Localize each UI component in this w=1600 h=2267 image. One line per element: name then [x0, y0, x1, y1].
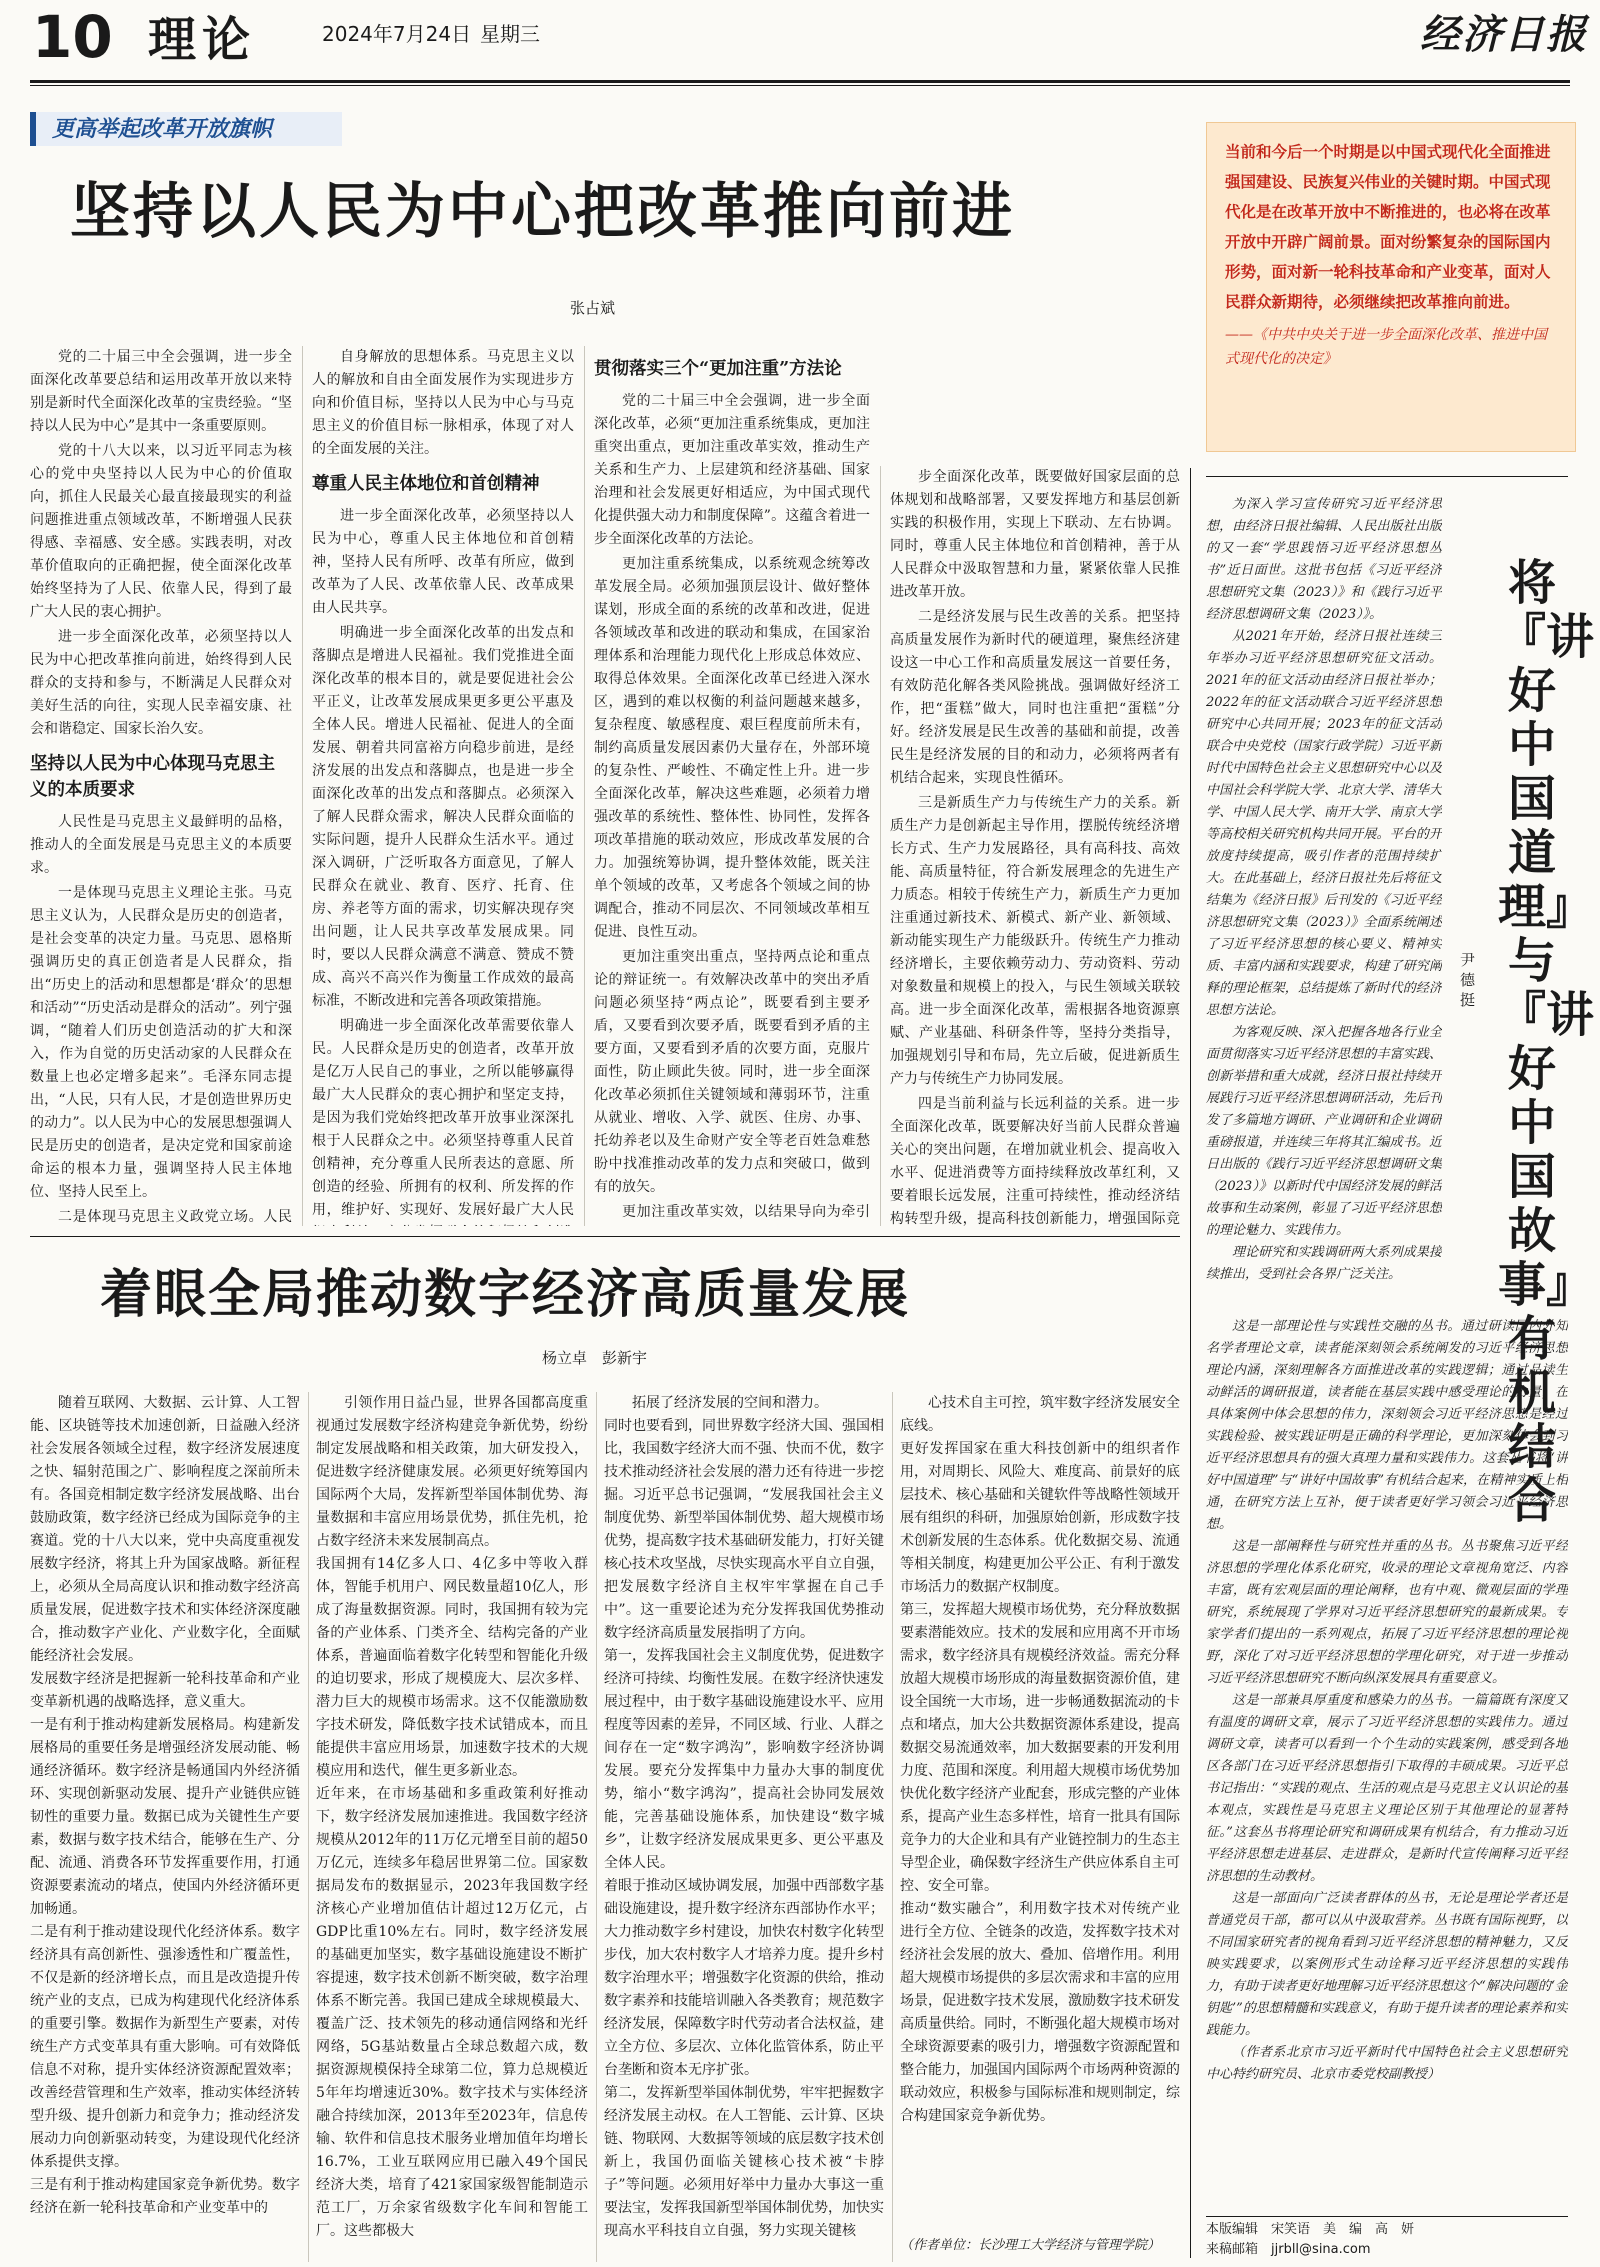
- article2-authors: 杨立卓 彭新宇: [542, 1349, 648, 1367]
- sidebar-top-rule: [1206, 476, 1568, 477]
- paragraph: 更加注重突出重点，坚持两点论和重点论的辩证统一。有效解决改革中的突出矛盾问题必须坚持“两点论”，既要看到主要矛盾，又要看到次要矛盾，既要看到矛盾的主要方面，又要看到矛盾的次要方面，克服片面性，防止顾此失彼。同时，进一步全面深化改革必须抓住关键领域和薄弱环节，注重从就业、增收、入学、就医、住房、办事、托幼养老以及生命财产安全等老百姓急难愁盼中找准推动改革的发力点和突破口，做到有的放矢。: [594, 949, 870, 1195]
- paragraph: 二是体现马克思主义政党立场。人民: [58, 1209, 292, 1225]
- paragraph: 这是一部理论性与实践性交融的丛书。通过研读国内外知名学者理论文章，读者能深刻领会系统阐发的习近平经济思想理论内涵，深刻理解各方面推进改革的实践逻辑；通过品读生动鲜活的调研报道，读者能在基层实践中感受理论的力量，在具体案例中体会思想的伟力，深刻领会习近平经济思想是经过实践检验、被实践证明是正确的科学理论，更加深刻体会到习近平经济思想具有的强大真理力量和实践伟力。这套丛书将“讲好中国道理”与“讲好中国故事”有机结合起来，在精神实质上相通，在研究方法上互补，便于读者更好学习领会习近平经济思想。: [1206, 1319, 1568, 1532]
- paragraph: 明确进一步全面深化改革的出发点和落脚点是增进人民福祉。我们党推进全面深化改革的根本目的，就是要促进社会公平正义，让改革发展成果更多更公平惠及全体人民。增进人民福祉、促进人的全面发展、朝着共同富裕方向稳步前进，是经济发展的出发点和落脚点，也是进一步全面深化改革的出发点和落脚点。必须深入了解人民群众需求，解决人民群众面临的实际问题，提升人民群众生活水平。通过深入调研，广泛听取各方面意见，了解人民群众在就业、教育、医疗、托育、住房、养老等方面的需求，切实解决现存突出问题，让人民共享改革发展成果。同时，要以人民群众满意不满意、赞成不赞成、高兴不高兴作为衡量工作成效的最高标准，不断改进和完善各项政策措施。: [312, 625, 574, 1009]
- article-separator: [30, 1236, 1180, 1237]
- paragraph: 进一步全面深化改革，必须坚持以人民为中心，尊重人民主体地位和首创精神，坚持人民有所呼、改革有所应，做到改革为了人民、改革依靠人民、改革成果由人民共享。: [312, 508, 574, 616]
- submission-email: 来稿邮箱 jjrbll@sina.com: [1206, 2242, 1371, 2257]
- paragraph: 为客观反映、深入把握各地各行业全面贯彻落实习近平经济思想的丰富实践、创新举措和重大成就，经济日报社持续开展践行习近平经济思想调研活动，先后刊发了多篇地方调研、产业调研和企业调研重磅报道，并连续三年将其汇编成书。近日出版的《践行习近平经济思想调研文集（2023）》以新时代中国经济发展的鲜活故事和生动案例，彰显了习近平经济思想的理论魅力、实践伟力。: [1206, 1025, 1442, 1238]
- article1-subheading-1: 坚持以人民为中心体现马克思主义的本质要求: [30, 754, 275, 800]
- article1-title: 坚持以人民为中心把改革推向前进: [70, 177, 1015, 247]
- editor-credits: 本版编辑 宋笑语 美 编 高 妍: [1206, 2222, 1415, 2237]
- column-divider: [584, 346, 585, 1226]
- newspaper-logo: 经济日报: [1420, 11, 1588, 58]
- article1-column-3: [594, 346, 870, 1226]
- paragraph: 步全面深化改革，既要做好国家层面的总体规划和战略部署，又要发挥地方和基层创新实践的积极作用，实现上下联动、左右协调。同时，尊重人民主体地位和首创精神，善于从人民群众中汲取智慧和力量，紧紧依靠人民推进改革开放。: [890, 469, 1180, 600]
- issue-date: 2024年7月24日: [322, 22, 472, 46]
- paragraph: 从2021年开始，经济日报社连续三年举办习近平经济思想研究征文活动。2021年的征文活动由经济日报社举办；2022年的征文活动联合习近平经济思想研究中心共同开展；2023年的征文活动联合中央党校（国家行政学院）习近平新时代中国特色社会主义思想研究中心以及中国社会科学院大学、北京大学、清华大学、中国人民大学、南开大学、南京大学等高校相关研究机构共同开展。平台的开放度持续提高，吸引作者的范围持续扩大。在此基础上，经济日报社先后将征文结集为《经济日报》后刊发的《习近平经济思想研究文集（2023）》全面系统阐述了习近平经济思想的核心要义、精神实质、丰富内涵和实践要求，构建了研究阐释的理论框架，总结提炼了新时代的经济思想方法论。: [1206, 629, 1442, 1018]
- column-divider: [892, 1392, 893, 2262]
- paragraph: 更加注重改革实效，以结果导向为牵引: [622, 1204, 870, 1220]
- paragraph: 更加注重系统集成，以系统观念统筹改革发展全局。必须加强顶层设计、做好整体谋划，形成全面的系统的改革和改进，促进各领域改革和改进的联动和集成，在国家治理体系和治理能力现代化上形成总体效应、取得总体效果。全面深化改革已经进入深水区，遇到的难以权衡的利益问题越来越多，复杂程度、敏感程度、艰巨程度前所未有，制约高质量发展因素仍大量存在，外部环境的复杂性、严峻性、不确定性上升。进一步全面深化改革，解决这些难题，必须着力增强改革的系统性、整体性、协同性，发挥各项改革措施的联动效应，形成改革发展的合力。加强统筹协调，提升整体效能，既关注单个领域的改革，又考虑各个领域之间的协调配合，推动不同层次、不同领域改革相互促进、良性互动。: [594, 556, 870, 940]
- article2-column-3: 拓展了经济发展的空间和潜力。 同时也要看到，同世界数字经济大国、强国相比，我国数字经济大而不强、快而不优，数字技术推动经济社会发展的潜力还有待进一步挖掘。习近平总书记强调，“发展我国社会主义制度优势、新型举国体制优势、超大规模市场优势，提高数字技术基础研发能力，打好关键核心技术攻坚战，尽快实现高水平自立自强，把发展数字经济自主权牢牢掌握在自己手中”。这一重要论述为充分发挥我国优势推动数字经济高质量发展指明了方向。 第一，发挥我国社会主义制度优势，促进数字经济可持续、均衡性发展。在数字经济快速发展过程中，由于数字基础设施建设水平、应用程度等因素的差异，不同区域、行业、人群之间存在一定“数字鸿沟”，影响数字经济协调发展。要充分发挥集中力量办大事的制度优势，缩小“数字鸿沟”，提高社会协同发展效能，完善基础设施体系，加快建设“数字城乡”，让数字经济发展成果更多、更公平惠及全体人民。 着眼于推动区域协调发展，加强中西部数字基础设施建设，提升数字经济东西部协作水平；大力推动数字乡村建设，加快农村数字化转型步伐，加大农村数字人才培养力度。提升乡村数字治理水平；增强数字化资源的供给，推动数字素养和技能培训融入各类教育；规范数字经济发展，保障数字时代劳动者合法权益，建立全方位、多层次、立体化监管体系，防止平台垄断和资本无序扩张。 第二，发挥新型举国体制优势，牢牢把握数字经济发展主动权。在人工智能、云计算、区块链、物联网、大数据等领域的底层数字技术创新上，我国仍面临关键核心技术被“卡脖子”等问题。必须用好举中力量办大事这一重要法宝，发挥我国新型举国体制优势，加快实现高水平科技自立自强，努力实现关键核: [604, 1395, 884, 2239]
- quote-source: ——《中共中央关于进一步全面深化改革、推进中国式现代化的决定》: [1225, 327, 1547, 367]
- paragraph: 三是新质生产力与传统生产力的关系。新质生产力是创新起主导作用，摆脱传统经济增长方式、生产力发展路径，具有高科技、高效能、高质量特征，符合新发展理念的先进生产力质态。相较于传统生产力，新质生产力更加注重通过新技术、新模式、新产业、新领域、新动能实现生产力能级跃升。传统生产力推动经济增长，主要依赖劳动力、劳动资料、劳动对象数量和规模上的投入，与民生领域关联较高。进一步全面深化改革，需根据各地资源禀赋、产业基础、科研条件等，坚持分类指导，加强规划引导和布局，先立后破，促进新质生产力与传统生产力协同发展。: [890, 795, 1180, 1087]
- sidebar-body: [1206, 1316, 1568, 2216]
- page-footer: [1206, 2220, 1566, 2260]
- column-divider: [880, 466, 881, 1226]
- column-divider: [596, 1392, 597, 2262]
- paragraph: 自身解放的思想体系。马克思主义以人的解放和自由全面发展作为实现进步方向和价值目标，坚持以人民为中心与马克思主义的价值目标一脉相承，体现了对人的全面发展的关注。: [312, 349, 574, 457]
- quote-text: 当前和今后一个时期是以中国式现代化全面推进强国建设、民族复兴伟业的关键时期。中国式现代化是在改革开放中不断推进的，也必将在改革开放中开辟广阔前景。面对纷繁复杂的国际国内形势，面对新一轮科技革命和产业变革，面对人民群众新期待，必须继续把改革推向前进。: [1225, 142, 1551, 311]
- column-kicker: 更高举起改革开放旗帜: [30, 112, 342, 146]
- article2-column-1: 随着互联网、大数据、云计算、人工智能、区块链等技术加速创新，日益融入经济社会发展各领域全过程，数字经济发展速度之快、辐射范围之广、影响程度之深前所未有。各国竞相制定数字经济发展战略、出台鼓励政策，数字经济已经成为国际竞争的主赛道。党的十八大以来，党中央高度重视发展数字经济，将其上升为国家战略。新征程上，必须从全局高度认识和推动数字经济高质量发展，促进数字技术和实体经济深度融合，推动数字产业化、产业数字化，全面赋能经济社会发展。 发展数字经济是把握新一轮科技革命和产业变革新机遇的战略选择，意义重大。 一是有利于推动构建新发展格局。构建新发展格局的重要任务是增强经济发展动能、畅通经济循环。数字经济是畅通国内外经济循环、实现创新驱动发展、提升产业链供应链韧性的重要力量。数据已成为关键性生产要素，数据与数字技术结合，能够在生产、分配、流通、消费各环节发挥重要作用，打通资源要素流动的堵点，使国内外经济循环更加畅通。 二是有利于推动建设现代化经济体系。数字经济具有高创新性、强渗透性和广覆盖性，不仅是新的经济增长点，而且是改造提升传统产业的支点，已成为构建现代化经济体系的重要引擎。数据作为新型生产要素，对传统生产方式变革具有重大影响。可有效降低信息不对称，提升实体经济资源配置效率；改善经营管理和生产效率，推动实体经济转型升级、提升创新力和竞争力；推动经济发展动力向创新驱动转变，为建设现代化经济体系提供支撑。 三是有利于推动构建国家竞争新优势。数字经济在新一轮科技革命和产业变革中的: [30, 1395, 300, 2216]
- paragraph: 这是一部阐释性与研究性并重的丛书。丛书聚焦习近平经济思想的学理化体系化研究，收录的理论文章视角宽泛、内容丰富，既有宏观层面的理论阐释，也有中观、微观层面的学理研究，系统展现了学界对习近平经济思想研究的最新成果。专家学者们提出的一系列观点，拓展了习近平经济思想的理论视野，深化了对习近平经济思想的学理化研究，对于进一步推动习近平经济思想研究不断向纵深发展具有重要意义。: [1206, 1539, 1568, 1686]
- column-divider: [302, 346, 303, 1226]
- paragraph: 党的二十届三中全会强调，进一步全面深化改革要总结和运用改革开放以来特别是新时代全面深化改革的宝贵经验。“坚持以人民为中心”是其中一条重要原则。: [30, 349, 292, 434]
- paragraph: 进一步全面深化改革，必须坚持以人民为中心把改革推向前进，始终得到人民群众的支持和参与，不断满足人民群众对美好生活的向往，实现人民幸福安康、社会和谐稳定、国家长治久安。: [30, 629, 292, 737]
- paragraph: 一是体现马克思主义理论主张。马克思主义认为，人民群众是历史的创造者，是社会变革的决定力量。马克思、恩格斯强调历史的真正创造者是人民群众，指出“历史上的活动和思想都是‘群众’的思想和活动”“历史活动是群众的活动”。列宁强调，“随着人们历史创造活动的扩大和深入，作为自觉的历史活动家的人民群众在数量上也必定增多起来”。毛泽东同志提出，“人民，只有人民，才是创造世界历史的动力”。以人民为中心的发展思想强调人民是历史的创造者，是决定党和国家前途命运的根本力量，强调坚持人民主体地位、坚持人民至上。: [30, 885, 292, 1200]
- sidebar-author: 尹德挺: [1460, 951, 1476, 1009]
- paragraph: 这是一部兼具厚重度和感染力的丛书。一篇篇既有深度又有温度的调研文章，展示了习近平经济思想的实践伟力。通过调研文章，读者可以看到一个个生动的实践案例，感受到各地区各部门在习近平经济思想指引下取得的丰硕成果。习近平总书记指出：“实践的观点、生活的观点是马克思主义认识论的基本观点，实践性是马克思主义理论区别于其他理论的显著特征。”这套丛书将理论研究和调研成果有机结合，有力推动习近平经济思想走进基层、走进群众，是新时代宣传阐释习近平经济思想的生动教材。: [1206, 1693, 1568, 1884]
- paragraph: 人民性是马克思主义最鲜明的品格，推动人的全面发展是马克思主义的本质要求。: [30, 814, 292, 876]
- masthead-rule-thin: [30, 85, 1570, 86]
- article2-title: 着眼全局推动数字经济高质量发展: [100, 1264, 911, 1325]
- paragraph: 党的二十届三中全会强调，进一步全面深化改革，必须“更加注重系统集成，更加注重突出重点，更加注重改革实效，推动生产关系和生产力、上层建筑和经济基础、国家治理和社会发展更好相适应，为中国式现代化提供强大动力和制度保障”。这蕴含着进一步全面深化改革的方法论。: [594, 393, 870, 547]
- paragraph: 明确进一步全面深化改革需要依靠人民。人民群众是历史的创造者，改革开放是亿万人民自己的事业，之所以能够赢得最广大人民群众的衷心拥护和坚定支持，是因为我们党始终把改革开放事业深深扎根于人民群众之中。必须坚持尊重人民首创精神，充分尊重人民所表达的意愿、所创造的经验、所拥有的权利、所发挥的作用，维护好、实现好、发展好最广大人民: [312, 1018, 574, 1218]
- paragraph: 四是当前利益与长远利益的关系。进一步全面深化改革，既要解决好当前人民群众普遍关心的突出问题，在增加就业机会、提高收入水平、促进消费等方面持续释放改革红利，又要着眼长远发展，注重可持续性，推动经济结构转型升级，提高科技创新能力，增强国际竞: [890, 1096, 1180, 1226]
- paragraph: 这是一部面向广泛读者群体的丛书，无论是理论学者还是普通党员干部，都可以从中汲取营养。丛书既有国际视野，以不同国家研究者的视角看到习近平经济思想的精神魅力，又反映实践要求，以案例形式生动诠释习近平经济思想的实践伟力，有助于读者更好地理解习近平经济思想这个“解决问题的‘金钥匙’”的思想精髓和实践意义，有助于提升读者的理论素养和实践能力。: [1206, 1891, 1568, 2038]
- article1-column-2: [312, 346, 574, 1226]
- article1-subheading-2: 尊重人民主体地位和首创精神: [312, 474, 540, 494]
- article1-author: 张占斌: [570, 299, 616, 317]
- article1-column-4: [890, 466, 1180, 1226]
- page-number: 10: [32, 3, 113, 71]
- paragraph: 二是经济发展与民生改善的关系。把坚持高质量发展作为新时代的硬道理，聚焦经济建设这一中心工作和高质量发展这一首要任务，有效防范化解各类风险挑战。强调做好经济工作，把“蛋糕”做大，同时也注重把“蛋糕”分好。经济发展是民生改善的基础和前提，改善民生是经济发展的目的和动力，必须将两者有机结合起来，实现良性循环。: [890, 609, 1180, 786]
- sidebar-divider: [1190, 468, 1191, 2258]
- paragraph: 党的十八大以来，以习近平同志为核心的党中央坚持以人民为中心的价值取向，抓住人民最关心最直接最现实的利益问题推进重点领域改革，不断增强人民获得感、幸福感、安全感。实践表明，对改革价值取向的正确把握，使全面深化改革始终坚持为了人民、依靠人民，得到了最广大人民的衷心拥护。: [30, 443, 292, 620]
- column-divider: [308, 1392, 309, 2262]
- sidebar-intro: [1206, 494, 1442, 1312]
- paragraph: 理论研究和实践调研两大系列成果接续推出，受到社会各界广泛关注。: [1206, 1245, 1442, 1282]
- article2-author-note: （作者单位：长沙理工大学经济与管理学院）: [900, 2238, 1161, 2253]
- issue-weekday: 星期三: [480, 22, 540, 46]
- footer-rule: [1206, 2216, 1568, 2217]
- article1-subheading-3: 贯彻落实三个“更加注重”方法论: [594, 359, 842, 379]
- section-name: 理论: [148, 12, 257, 68]
- article2-column-4: 心技术自主可控，筑牢数字经济发展安全底线。 更好发挥国家在重大科技创新中的组织者作用，对周期长、风险大、难度高、前景好的底层技术、核心基础和关键软件等战略性领域开展有组织的科研，加强原始创新，形成数字技术创新发展的生态体系。优化数据交易、流通等相关制度，构建更加公平公正、有利于激发市场活力的数据产权制度。 第三，发挥超大规模市场优势，充分释放数据要素潜能效应。技术的发展和应用离不开市场需求，数字经济具有规模经济效益。需充分释放超大规模市场形成的海量数据资源价值，建设全国统一大市场，进一步畅通数据流动的卡点和堵点，加大公共数据资源体系建设，提高数据交易流通效率，加大数据要素的开发利用力度、范围和深度。利用超大规模市场优势加快优化数字经济产业配套，形成完整的产业体系，提高产业生态多样性，培育一批具有国际竞争力的大企业和具有产业链控制力的生态主导型企业，确保数字经济生产供应体系自主可控、安全可靠。 推动“数实融合”，利用数字技术对传统产业进行全方位、全链条的改造，发挥数字技术对经济社会发展的放大、叠加、倍增作用。利用超大规模市场提供的多层次需求和丰富的应用场景，促进数字技术发展，激励数字技术研发高质量供给。同时，不断强化超大规模市场对全球资源要素的吸引力，增强数字资源配置和整合能力，加强国内国际两个市场两种资源的联动效应，积极参与国际标准和规则制定，综合构建国家竞争新优势。: [900, 1395, 1180, 2124]
- sidebar-author-note: （作者系北京市习近平新时代中国特色社会主义思想研究中心特约研究员、北京市委党校副教授）: [1206, 2045, 1568, 2082]
- article2-column-2: 引领作用日益凸显，世界各国都高度重视通过发展数字经济构建竞争新优势，纷纷制定发展战略和相关政策，加大研发投入，促进数字经济健康发展。必须更好统筹国内国际两个大局，发挥新型举国体制优势、海量数据和丰富应用场景优势，抓住先机，抢占数字经济未来发展制高点。 我国拥有14亿多人口、4亿多中等收入群体，智能手机用户、网民数量超10亿人，形成了海量数据资源。同时，我国拥有较为完备的产业体系、门类齐全、结构完备的产业体系，普遍面临着数字化转型和智能化升级的迫切要求，形成了规模庞大、层次多样、潜力巨大的规模市场需求。这不仅能激励数字技术研发，降低数字技术试错成本，而且能提供丰富应用场景，加速数字技术的大规模应用和迭代，催生更多新业态。 近年来，在市场基础和多重政策利好推动下，数字经济发展加速推进。我国数字经济规模从2012年的11万亿元增至目前的超50万亿元，连续多年稳居世界第二位。国家数据局发布的数据显示，2023年我国数字经济核心产业增加值估计超过12万亿元，占GDP比重10%左右。同时，数字经济发展的基础更加坚实，数字基础设施建设不断扩容提速，数字技术创新不断突破，数字治理体系不断完善。我国已建成全球规模最大、覆盖广泛、技术领先的移动通信网络和光纤网络，5G基站数量占全球总数超六成，数据资源规模保持全球第二位，算力总规模近5年年均增速近30%。数字技术与实体经济融合持续加深，2013年至2023年，信息传输、软件和信息技术服务业增加值年均增长16.7%，工业互联网应用已融入49个国民经济大类，培育了421家国家级智能制造示范工厂，万余家省级数字化车间和智能工厂。这些都极大: [316, 1395, 588, 2239]
- paragraph: 为深入学习宣传研究习近平经济思想，由经济日报社编辑、人民出版社出版的又一套“学思践悟习近平经济思想丛书”近日面世。这批书包括《习近平经济思想研究文集（2023）》和《践行习近平经济思想调研文集（2023）》。: [1206, 497, 1442, 622]
- sidebar-title: 将『讲好中国道理』与『讲好中国故事』有机结合: [1498, 555, 1595, 1529]
- masthead-rule: [30, 80, 1570, 83]
- article1-column-1: [30, 346, 292, 1226]
- quote-box: [1206, 122, 1576, 452]
